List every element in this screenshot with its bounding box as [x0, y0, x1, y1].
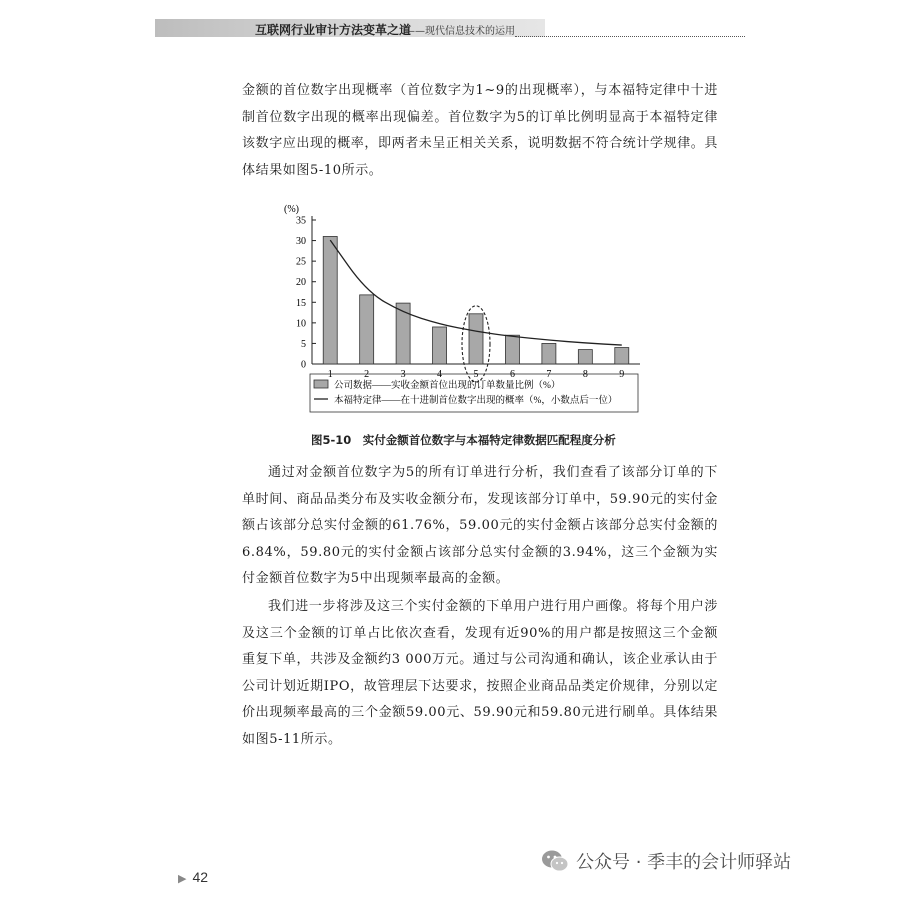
legend-bar-swatch: [314, 380, 328, 388]
book-title: 互联网行业审计方法变革之道: [255, 23, 412, 37]
legend-bar-label: 公司数据——实收金额首位出现的订单数量比例（%）: [334, 381, 561, 391]
x-tick-label: 1: [327, 369, 333, 380]
x-tick-label: 4: [437, 369, 443, 380]
x-tick-label: 2: [364, 369, 370, 380]
bar: [615, 348, 629, 364]
watermark-text: 公众号 · 季丰的会计师驿站: [576, 852, 792, 873]
header-rule: [515, 36, 745, 37]
legend-line-label: 本福特定律——在十进制首位数字出现的概率（%，小数点后一位）: [334, 396, 618, 406]
page-number: [178, 869, 208, 885]
paragraph-2: 通过对金额首位数字为5的所有订单进行分析，我们查看了该部分订单的下单时间、商品品类分布及实收金额分布，发现该部分订单中，59.90元的实付金额占该部分总实付金额的61.76%，59.00元的实付金额占该部分总实付金额的6.84%，59.80元的实付金额占该部分总实付金额的3.94%，这三个金额为实付金额首位数字为5中出现频率最高的金额。: [242, 465, 718, 586]
bar: [578, 350, 592, 364]
bar: [505, 335, 519, 364]
y-tick-label: 35: [296, 215, 306, 227]
watermark: [540, 848, 791, 874]
bar: [360, 295, 374, 364]
wechat-icon: [540, 848, 570, 874]
y-tick-label: 5: [301, 338, 306, 350]
bar: [323, 236, 337, 364]
paragraph-3: 我们进一步将涉及这三个实付金额的下单用户进行用户画像。将每个用户涉及这三个金额的订单占比依次查看，发现有近90%的用户都是按照这三个金额重复下单，共涉及金额约3 000万元。通过与公司沟通和确认，该企业承认由于公司计划近期IPO，故管理层下达要求，按照企业商品品类定价规律，分别以定价出现频率最高的三个金额59.00元、59.90元和59.80元进行刷单。具体结果如图5-11所示。: [242, 599, 718, 747]
figure-5-10: [270, 198, 650, 423]
x-tick-label: 5: [473, 369, 479, 380]
y-unit-label: (%): [284, 204, 299, 215]
y-tick-label: 20: [296, 277, 306, 289]
running-header: [155, 19, 745, 39]
page-arrow-icon: ▶: [178, 873, 187, 885]
page-number-text: 42: [192, 869, 209, 885]
bar: [542, 343, 556, 364]
bar: [396, 303, 410, 364]
benford-chart: [270, 198, 650, 423]
y-tick-label: 10: [296, 318, 306, 330]
book-subtitle: ——现代信息技术的运用: [405, 26, 515, 37]
paragraph-1: 金额的首位数字出现概率（首位数字为1~9的出现概率），与本福特定律中十进制首位数字出现的概率出现偏差。首位数字为5的订单比例明显高于本福特定律该数字应出现的概率，即两者未呈正相关关系，说明数据不符合统计学规律。具体结果如图5-10所示。: [242, 83, 719, 178]
y-tick-label: 15: [296, 297, 306, 309]
y-tick-label: 25: [296, 256, 306, 268]
bar: [469, 314, 483, 364]
x-tick-label: 9: [619, 369, 625, 380]
x-tick-label: 7: [546, 369, 552, 380]
x-tick-label: 3: [400, 369, 406, 380]
figure-caption: 图5-10 实付金额首位数字与本福特定律数据匹配程度分析: [311, 433, 616, 447]
y-tick-label: 0: [301, 359, 306, 371]
x-tick-label: 8: [582, 369, 588, 380]
y-tick-label: 30: [296, 236, 306, 248]
bar: [433, 327, 447, 364]
x-tick-label: 6: [509, 369, 515, 380]
